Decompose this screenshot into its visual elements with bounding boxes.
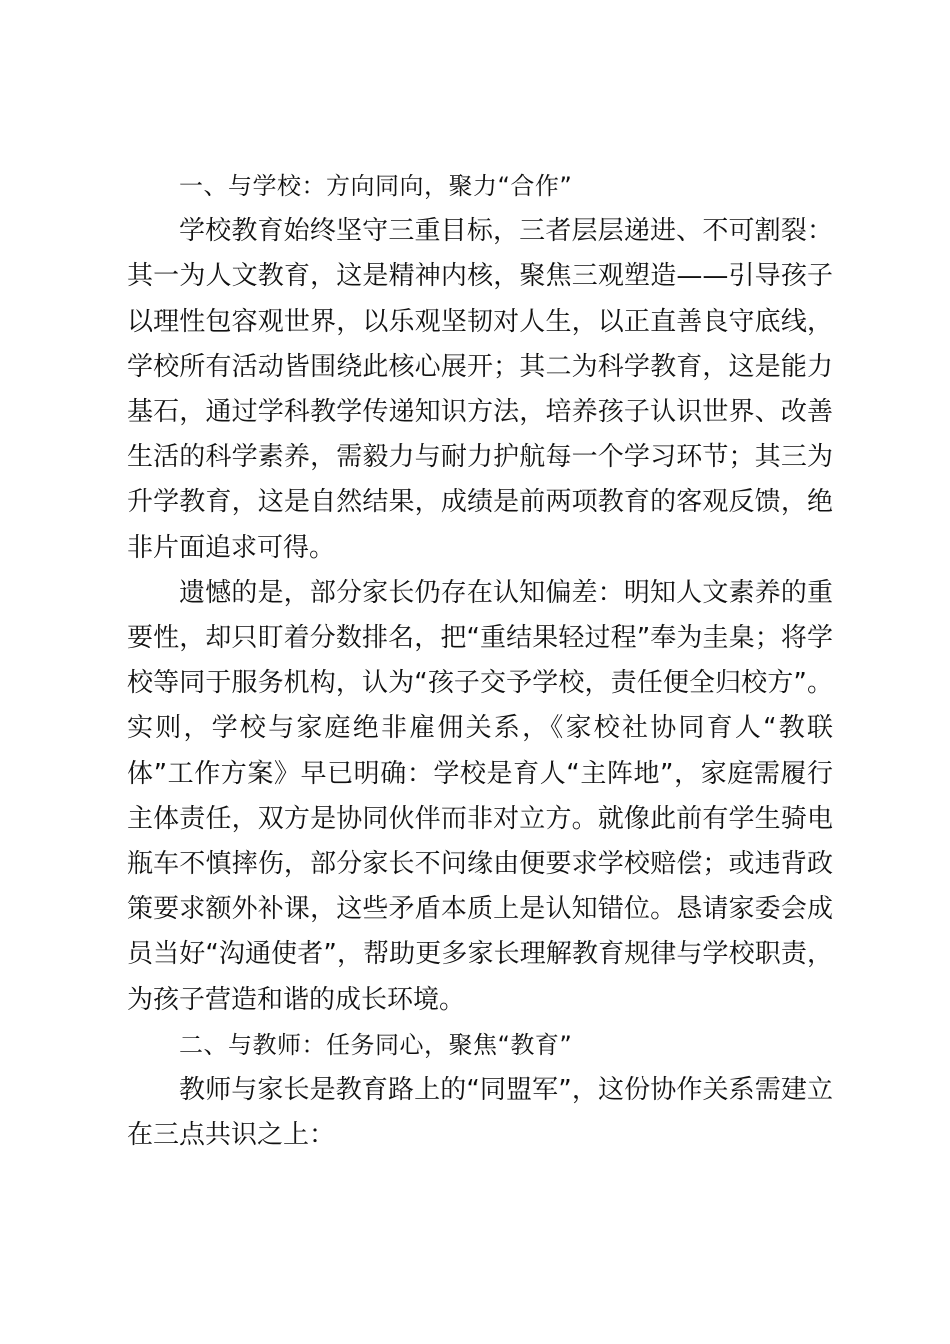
paragraph-parent-misconceptions: 遗憾的是，部分家长仍存在认知偏差：明知人文素养的重要性，却只盯着分数排名，把“重结果轻过程”奉为圭臬；将学校等同于服务机构，认为“孩子交予学校，责任便全归校方”。实则，学校与家庭绝非雇佣关系，《家校社协同育人“教联体”工作方案》早已明确：学校是育人“主阵地”，家庭需履行主体责任，双方是协同伙伴而非对立方。就像此前有学生骑电瓶车不慎摔伤，部分家长不问缘由便要求学校赔偿；或违背政策要求额外补课，这些矛盾本质上是认知错位。恳请家委会成员当好“沟通使者”，帮助更多家长理解教育规律与学校职责，为孩子营造和谐的成长环境。 — [127, 577, 833, 1015]
paragraph-teacher-alliance: 教师与家长是教育路上的“同盟军”，这份协作关系需建立在三点共识之上： — [127, 1075, 833, 1151]
section-heading-teachers: 二、与教师：任务同心，聚焦“教育” — [179, 1030, 573, 1059]
paragraph-school-goals: 学校教育始终坚守三重目标，三者层层递进、不可割裂：其一为人文教育，这是精神内核，聚焦三观塑造——引导孩子以理性包容观世界，以乐观坚韧对人生，以正直善良守底线，学校所有活动皆围绕此核心展开；其二为科学教育，这是能力基石，通过学科教学传递知识方法，培养孩子认识世界、改善生活的科学素养，需毅力与耐力护航每一个学习环节；其三为升学教育，这是自然结果，成绩是前两项教育的客观反馈，绝非片面追求可得。 — [127, 216, 833, 563]
document-body — [127, 164, 833, 1158]
section-heading-school: 一、与学校：方向同向，聚力“合作” — [179, 172, 573, 200]
